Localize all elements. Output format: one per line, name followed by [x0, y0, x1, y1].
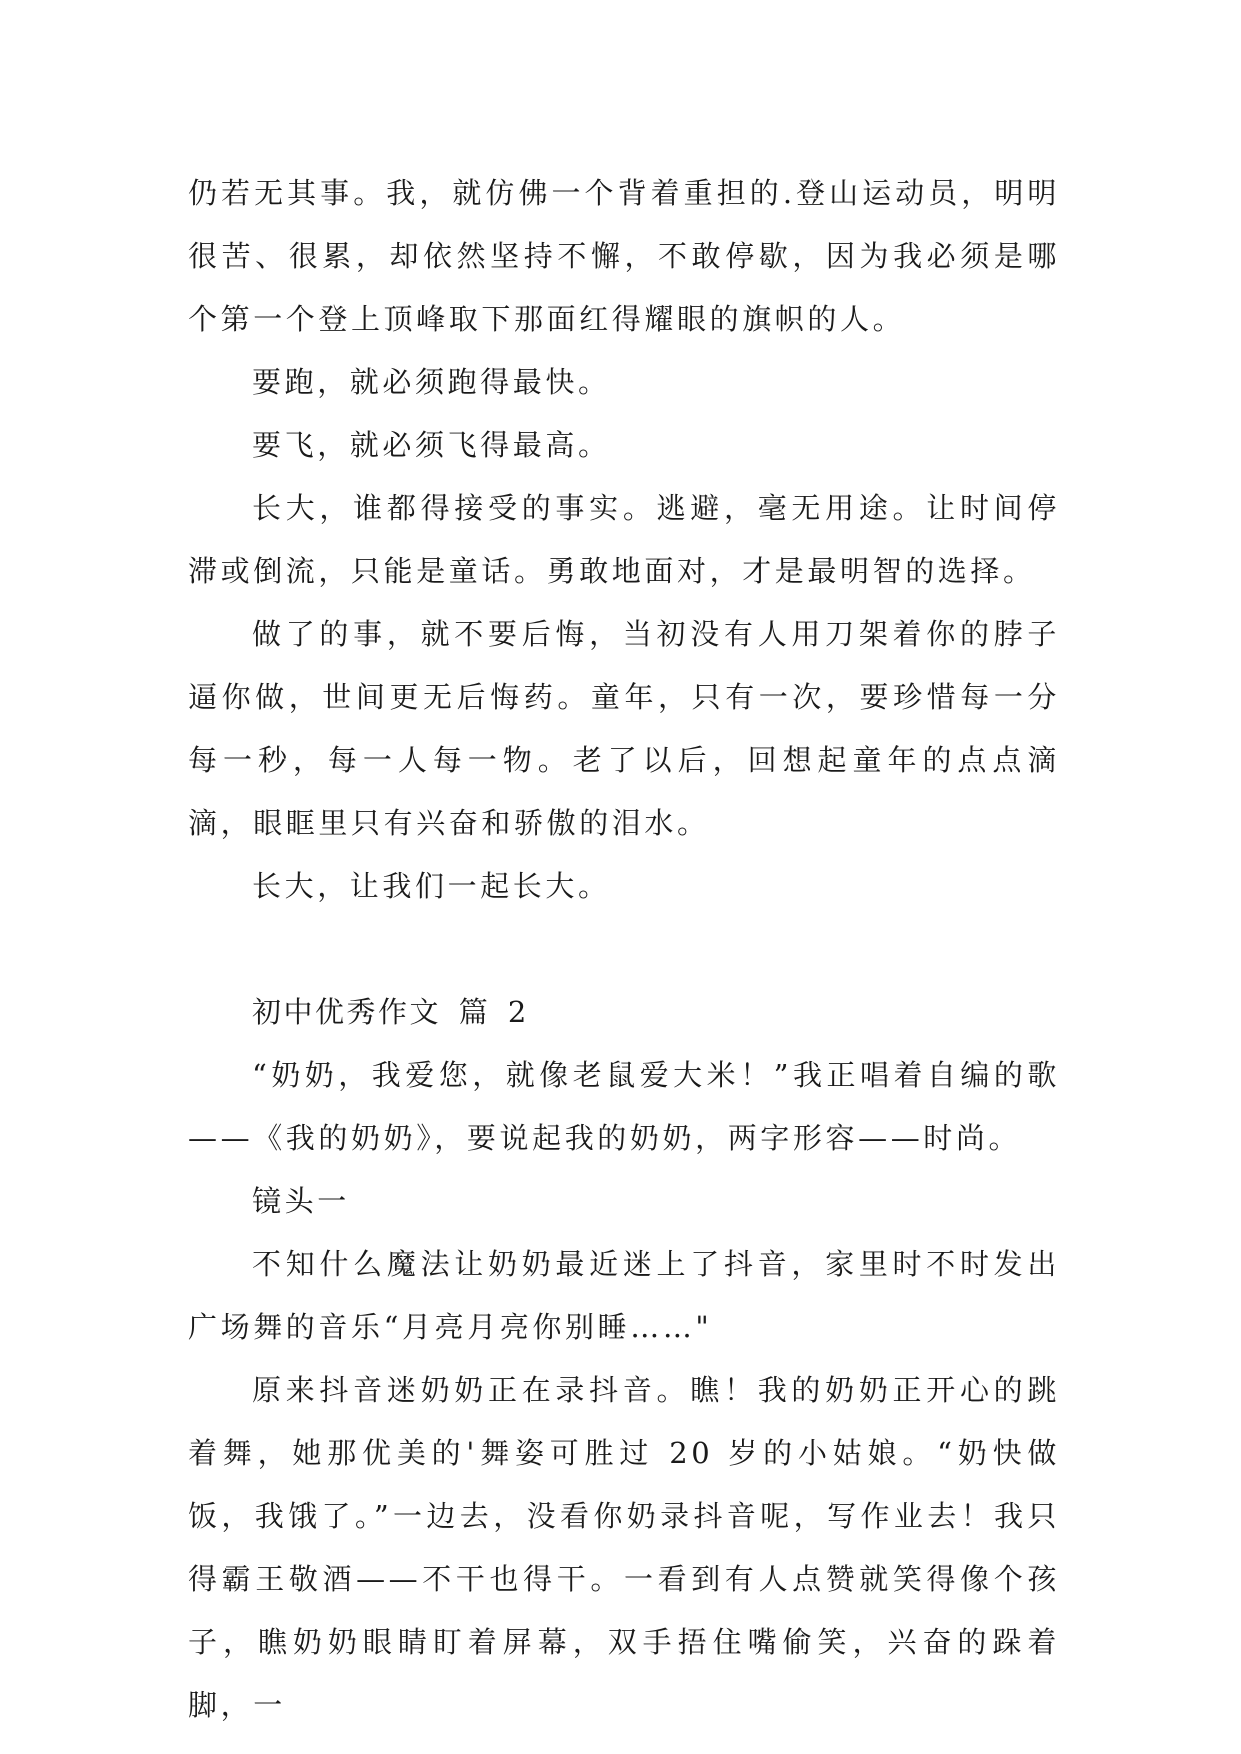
section-heading: 初中优秀作文 篇 2 [252, 995, 529, 1029]
paragraph: 做了的事，就不要后悔，当初没有人用刀架着你的脖子逼你做，世间更无后悔药。童年，只有一次，要珍惜每一分每一秒，每一人每一物。老了以后，回想起童年的点点滴滴，眼眶里只有兴奋和骄傲的泪水。 [188, 617, 1060, 840]
paragraph: 长大，谁都得接受的事实。逃避，毫无用途。让时间停滞或倒流，只能是童话。勇敢地面对，才是最明智的选择。 [188, 491, 1060, 588]
paragraph: 要跑，就必须跑得最快。 [252, 365, 611, 399]
paragraph: 不知什么魔法让奶奶最近迷上了抖音，家里时不时发出广场舞的音乐“月亮月亮你别睡……" [188, 1247, 1060, 1344]
paragraph: 镜头一 [252, 1184, 350, 1218]
section-spacer [188, 918, 1060, 981]
paragraph: 要飞，就必须飞得最高。 [252, 428, 611, 462]
paragraph: “奶奶，我爱您，就像老鼠爱大米！”我正唱着自编的歌——《我的奶奶》，要说起我的奶奶，两字形容——时尚。 [188, 1058, 1060, 1155]
paragraph: 原来抖音迷奶奶正在录抖音。瞧！我的奶奶正开心的跳着舞，她那优美的'舞姿可胜过 20 岁的小姑娘。“奶快做饭，我饿了。”一边去，没看你奶录抖音呢，写作业去！我只得霸王敬酒——不干也得干。一看到有人点赞就笑得像个孩子，瞧奶奶眼睛盯着屏幕，双手捂住嘴偷笑，兴奋的跺着脚，一 [188, 1373, 1060, 1722]
paragraph-continued: 仍若无其事。我，就仿佛一个背着重担的.登山运动员，明明很苦、很累，却依然坚持不懈，不敢停歇，因为我必须是哪个第一个登上顶峰取下那面红得耀眼的旗帜的人。 [188, 176, 1060, 336]
document-body [188, 162, 1060, 1737]
paragraph: 长大，让我们一起长大。 [252, 869, 611, 903]
